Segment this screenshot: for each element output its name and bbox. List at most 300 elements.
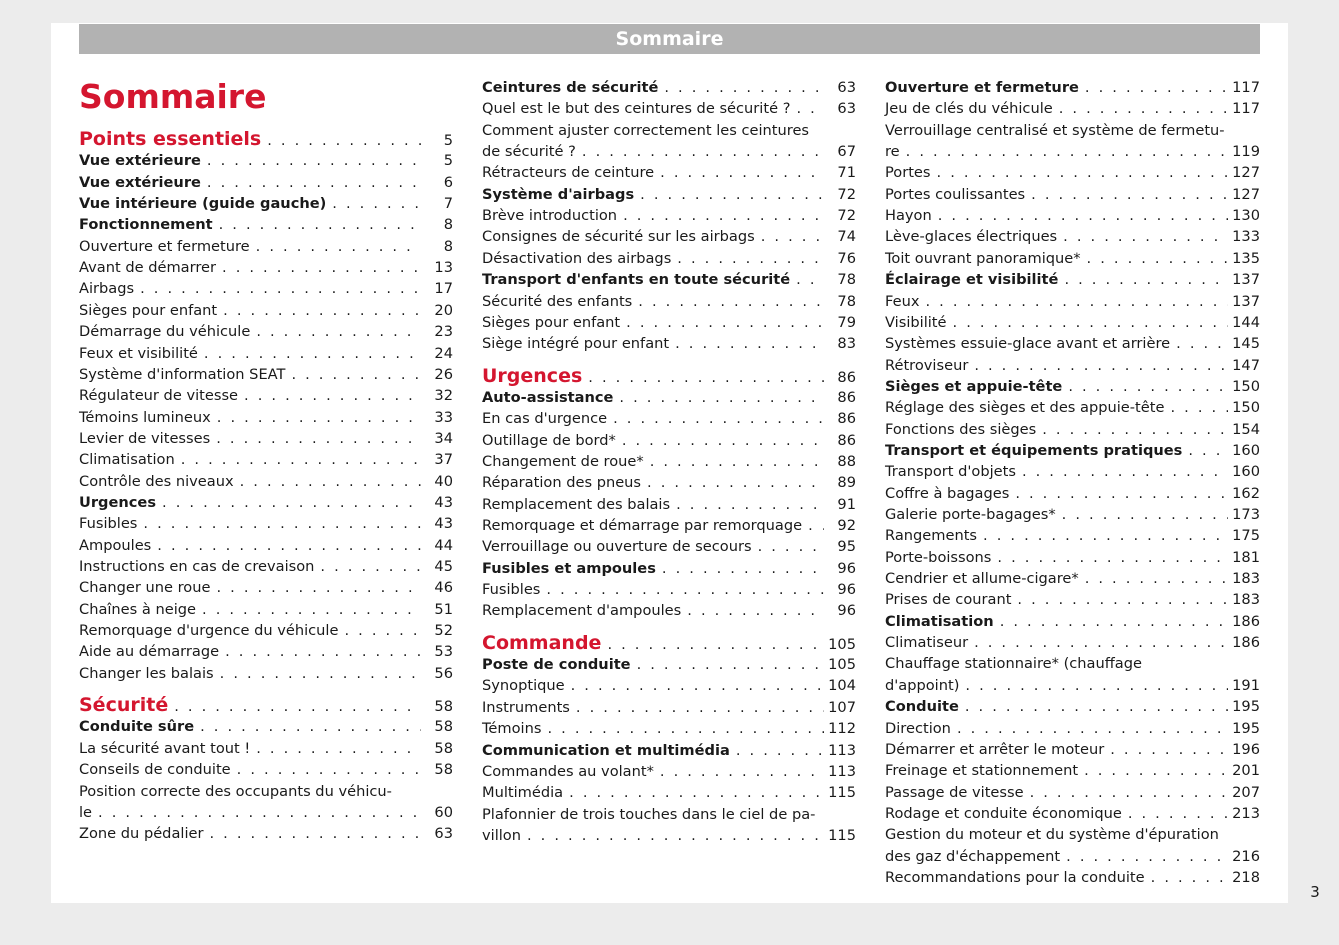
toc-entry-text: Climatiseur — [885, 634, 969, 652]
toc-entry-text: Instructions en cas de crevaison — [79, 558, 315, 575]
toc-entry-text: Feux et visibilité — [79, 344, 198, 362]
toc-entry-text: Quel est le but des ceintures de sécurité ? — [482, 100, 791, 118]
toc-page-number: 86 — [837, 431, 856, 449]
toc-page-number: 92 — [837, 517, 856, 534]
toc-entry[interactable] — [885, 98, 1260, 119]
toc-entry[interactable] — [482, 675, 856, 696]
toc-leader-dots — [576, 697, 824, 718]
toc-entry[interactable] — [482, 98, 856, 119]
toc-page-number: 88 — [837, 452, 856, 470]
toc-entry[interactable] — [79, 823, 453, 844]
toc-page-number: 150 — [1232, 377, 1260, 395]
toc-leader-dots — [344, 620, 421, 641]
toc-page-number: 115 — [828, 784, 856, 802]
toc-entry[interactable] — [885, 504, 1260, 525]
toc-page-number: 86 — [837, 410, 856, 428]
toc-page-number: 71 — [837, 164, 856, 182]
toc-entry[interactable] — [885, 632, 1260, 653]
toc-entry[interactable] — [885, 312, 1260, 333]
toc-entry-text: Multimédia — [482, 784, 564, 802]
toc-page-number: 162 — [1232, 484, 1260, 502]
toc-entry[interactable] — [79, 716, 453, 737]
toc-page-number: 95 — [837, 538, 856, 556]
toc-page-number: 56 — [434, 664, 453, 682]
toc-page-number: 105 — [828, 635, 856, 653]
toc-entry-text: Rangements — [885, 527, 978, 545]
toc-entry[interactable] — [79, 471, 453, 492]
toc-entry[interactable] — [885, 440, 1260, 461]
toc-entry[interactable] — [482, 451, 856, 472]
toc-page-number: 173 — [1232, 506, 1260, 523]
toc-page-number: 181 — [1232, 548, 1260, 566]
toc-entry-text-continued: le — [79, 803, 93, 821]
toc-page-number: 117 — [1232, 79, 1260, 96]
toc-entry-text: Portes coulissantes — [885, 185, 1026, 203]
toc-leader-dots — [546, 579, 824, 600]
toc-entry[interactable] — [79, 492, 453, 513]
toc-entry[interactable] — [885, 824, 1260, 867]
toc-page-number: 183 — [1232, 591, 1260, 609]
toc-entry-text: Consignes de sécurité sur les airbags — [482, 228, 755, 246]
toc-page-number: 137 — [1232, 292, 1260, 310]
toc-entry[interactable] — [885, 611, 1260, 632]
toc-entry-text: Fonctionnement — [79, 216, 213, 234]
toc-entry-text: Réparation des pneus — [482, 474, 642, 492]
toc-entry-text: Ceintures de sécurité — [482, 79, 659, 96]
toc-page-number: 79 — [837, 313, 856, 331]
toc-entry[interactable] — [79, 577, 453, 598]
toc-page-number: 37 — [434, 451, 453, 469]
toc-leader-dots — [216, 577, 421, 598]
toc-entry[interactable] — [885, 653, 1260, 696]
toc-entry-text: Commandes au volant* — [482, 762, 654, 780]
toc-section-heading[interactable] — [482, 633, 856, 655]
toc-page-number: 63 — [837, 79, 856, 96]
toc-leader-dots — [1000, 611, 1228, 632]
toc-entry[interactable] — [482, 761, 856, 782]
toc-entry-text: Urgences — [79, 493, 157, 511]
toc-entry[interactable] — [482, 387, 856, 408]
toc-entry[interactable] — [885, 739, 1260, 760]
toc-entry[interactable] — [79, 407, 453, 428]
toc-entry[interactable] — [885, 589, 1260, 610]
toc-entry-text-continued: de sécurité ? — [482, 143, 576, 161]
toc-entry[interactable] — [482, 600, 856, 621]
toc-leader-dots — [1084, 760, 1228, 781]
toc-leader-dots — [937, 162, 1228, 183]
toc-entry[interactable] — [482, 120, 856, 163]
toc-page-number: 86 — [837, 388, 856, 406]
toc-leader-dots — [983, 525, 1228, 546]
toc-entry[interactable] — [885, 867, 1260, 888]
toc-entry[interactable] — [79, 535, 453, 556]
toc-entry[interactable] — [885, 782, 1260, 803]
toc-leader-dots — [98, 802, 421, 823]
toc-leader-dots — [569, 782, 824, 803]
toc-entry[interactable] — [79, 428, 453, 449]
toc-entry-text: Comment ajuster correctement les ceintures — [482, 121, 810, 139]
toc-leader-dots — [758, 536, 824, 557]
toc-page-number: 107 — [828, 698, 856, 716]
toc-page-number: 34 — [434, 429, 453, 447]
toc-entry[interactable] — [885, 376, 1260, 397]
toc-entry[interactable] — [885, 269, 1260, 290]
toc-section-heading[interactable] — [79, 695, 453, 717]
toc-page-number: 144 — [1232, 313, 1260, 331]
toc-column-left — [79, 129, 453, 929]
toc-leader-dots — [256, 321, 421, 342]
toc-page-number: 201 — [1232, 762, 1260, 780]
toc-entry[interactable] — [885, 205, 1260, 226]
toc-leader-dots — [332, 193, 421, 214]
toc-leader-dots — [974, 355, 1228, 376]
toc-entry[interactable] — [885, 291, 1260, 312]
toc-entry-text: Jeu de clés du véhicule — [885, 100, 1053, 118]
toc-entry[interactable] — [79, 449, 453, 470]
toc-leader-dots — [237, 759, 421, 780]
toc-entry-text: Vue extérieure — [79, 152, 201, 170]
toc-entry-text: Coffre à bagages — [885, 484, 1010, 502]
toc-leader-dots — [650, 451, 824, 472]
toc-entry[interactable] — [885, 248, 1260, 269]
toc-entry[interactable] — [482, 536, 856, 557]
toc-page-number: 104 — [828, 677, 856, 695]
toc-entry[interactable] — [885, 568, 1260, 589]
toc-page-number: 113 — [828, 741, 856, 759]
toc-page-number: 133 — [1232, 228, 1260, 246]
toc-leader-dots — [761, 226, 824, 247]
toc-entry-text: Brève introduction — [482, 207, 618, 225]
toc-entry-text: La sécurité avant tout ! — [79, 739, 251, 757]
toc-entry[interactable] — [79, 641, 453, 662]
toc-page-number: 86 — [837, 368, 856, 386]
toc-leader-dots — [662, 558, 824, 579]
toc-leader-dots — [204, 343, 421, 364]
toc-entry-text: Airbags — [79, 280, 135, 298]
toc-entry-text: Poste de conduite — [482, 656, 631, 674]
toc-leader-dots — [1188, 440, 1228, 461]
toc-page-number: 58 — [434, 761, 453, 779]
toc-page-number: 145 — [1232, 335, 1260, 353]
toc-entry[interactable] — [482, 654, 856, 675]
toc-entry-text: Vue intérieure (guide gauche) — [79, 195, 327, 213]
toc-entry-text: Hayon — [885, 207, 932, 225]
toc-entry[interactable] — [885, 803, 1260, 824]
toc-entry[interactable] — [482, 269, 856, 290]
toc-leader-dots — [808, 515, 824, 536]
toc-leader-dots — [157, 535, 421, 556]
toc-entry-text: Rétracteurs de ceinture — [482, 164, 655, 182]
toc-page-number: 76 — [837, 249, 856, 267]
toc-entry-text: Synoptique — [482, 677, 565, 695]
toc-entry[interactable] — [482, 558, 856, 579]
page-number: 3 — [1310, 883, 1320, 901]
toc-leader-dots — [225, 641, 421, 662]
toc-entry[interactable] — [79, 663, 453, 684]
toc-page-number: 72 — [837, 207, 856, 225]
toc-page-number: 13 — [434, 259, 453, 277]
toc-entry-text: Outillage de bord* — [482, 431, 616, 449]
toc-entry-text: Toit ouvrant panoramique* — [885, 249, 1081, 267]
toc-leader-dots — [687, 600, 824, 621]
toc-entry[interactable] — [482, 718, 856, 739]
toc-entry[interactable] — [482, 697, 856, 718]
toc-entry-text: Urgences — [482, 364, 583, 387]
toc-leader-dots — [140, 278, 421, 299]
toc-entry[interactable] — [885, 483, 1260, 504]
toc-leader-dots — [571, 675, 824, 696]
toc-entry[interactable] — [79, 278, 453, 299]
toc-leader-dots — [202, 599, 421, 620]
toc-page-number: 213 — [1232, 804, 1260, 822]
toc-leader-dots — [906, 141, 1228, 162]
toc-leader-dots — [677, 248, 824, 269]
toc-entry[interactable] — [885, 397, 1260, 418]
toc-entry-text: Réglage des sièges et des appuie-tête — [885, 399, 1165, 417]
toc-entry[interactable] — [482, 77, 856, 98]
toc-leader-dots — [613, 408, 824, 429]
toc-leader-dots — [925, 291, 1228, 312]
toc-entry-text: Auto-assistance — [482, 388, 614, 406]
toc-page-number: 113 — [828, 762, 856, 780]
toc-leader-dots — [1063, 226, 1228, 247]
toc-entry[interactable] — [482, 782, 856, 803]
toc-entry-text: Rodage et conduite économique — [885, 804, 1122, 822]
toc-entry-text: Système d'airbags — [482, 185, 635, 203]
toc-entry-text: Changer une roue — [79, 579, 211, 597]
toc-entry-text: Conduite sûre — [79, 718, 195, 736]
toc-leader-dots — [660, 162, 824, 183]
toc-page-number: 96 — [837, 581, 856, 599]
toc-page-number: 195 — [1232, 698, 1260, 716]
toc-entry-text: Prises de courant — [885, 591, 1012, 609]
toc-entry-text-continued: des gaz d'échappement — [885, 847, 1061, 865]
toc-leader-dots — [1085, 568, 1228, 589]
toc-page-number: 44 — [434, 536, 453, 554]
toc-entry[interactable] — [482, 740, 856, 761]
toc-entry[interactable] — [79, 321, 453, 342]
toc-entry[interactable] — [482, 226, 856, 247]
toc-entry[interactable] — [885, 184, 1260, 205]
toc-leader-dots — [1017, 589, 1228, 610]
toc-entry[interactable] — [885, 162, 1260, 183]
toc-entry-text: Ouverture et fermeture — [885, 79, 1079, 96]
toc-entry[interactable] — [79, 364, 453, 385]
toc-leader-dots — [626, 312, 824, 333]
toc-leader-dots — [207, 172, 421, 193]
toc-leader-dots — [974, 632, 1228, 653]
toc-entry-text: Sécurité — [79, 694, 169, 717]
toc-entry[interactable] — [79, 343, 453, 364]
toc-entry[interactable] — [79, 599, 453, 620]
toc-entry[interactable] — [482, 472, 856, 493]
toc-leader-dots — [1059, 98, 1228, 119]
toc-leader-dots — [638, 291, 824, 312]
toc-entry[interactable] — [79, 556, 453, 577]
toc-entry[interactable] — [482, 494, 856, 515]
toc-entry[interactable] — [885, 226, 1260, 247]
toc-leader-dots — [1042, 419, 1228, 440]
toc-leader-dots — [623, 205, 824, 226]
toc-entry[interactable] — [885, 696, 1260, 717]
toc-page-number: 51 — [434, 600, 453, 618]
toc-entry-text: Sièges et appuie-tête — [885, 377, 1063, 395]
toc-page-number: 23 — [434, 323, 453, 341]
toc-entry[interactable] — [79, 214, 453, 235]
toc-leader-dots — [1170, 397, 1228, 418]
toc-leader-dots — [547, 718, 824, 739]
toc-entry[interactable] — [482, 408, 856, 429]
toc-entry[interactable] — [885, 547, 1260, 568]
toc-entry[interactable] — [79, 300, 453, 321]
toc-page-number: 8 — [443, 237, 453, 255]
toc-entry[interactable] — [79, 236, 453, 257]
toc-entry[interactable] — [79, 781, 453, 824]
toc-entry[interactable] — [482, 430, 856, 451]
toc-section-heading[interactable] — [482, 366, 856, 388]
toc-entry[interactable] — [885, 419, 1260, 440]
toc-page-number: 91 — [837, 495, 856, 513]
toc-leader-dots — [240, 471, 421, 492]
toc-entry[interactable] — [79, 738, 453, 759]
toc-entry-text: Régulateur de vitesse — [79, 387, 239, 405]
toc-entry[interactable] — [79, 257, 453, 278]
toc-entry-text: Remplacement d'ampoules — [482, 602, 682, 620]
toc-leader-dots — [736, 740, 824, 761]
toc-page-number: 137 — [1232, 271, 1260, 289]
toc-leader-dots — [582, 141, 824, 162]
toc-entry[interactable] — [885, 461, 1260, 482]
toc-entry-text: Conduite — [885, 698, 959, 716]
toc-entry-text: Rétroviseur — [885, 356, 969, 374]
toc-page-number: 5 — [443, 152, 453, 170]
toc-entry-text: Chauffage stationnaire* (chauffage — [885, 655, 1142, 673]
toc-entry-text: Transport d'objets — [885, 463, 1016, 481]
toc-page-number: 74 — [837, 228, 856, 246]
toc-page-number: 96 — [837, 559, 856, 577]
toc-leader-dots — [256, 738, 421, 759]
toc-entry[interactable] — [79, 759, 453, 780]
toc-entry[interactable] — [482, 291, 856, 312]
toc-entry-text: Climatisation — [885, 612, 994, 630]
toc-page-number: 216 — [1232, 847, 1260, 865]
toc-page-number: 43 — [434, 515, 453, 533]
toc-entry[interactable] — [79, 150, 453, 171]
toc-entry-text: Siège intégré pour enfant — [482, 335, 670, 353]
toc-entry-text: Porte-boissons — [885, 548, 992, 566]
toc-page-number: 105 — [828, 656, 856, 674]
toc-entry-text: Gestion du moteur et du système d'épuration — [885, 826, 1219, 844]
toc-entry[interactable] — [79, 172, 453, 193]
toc-entry-text-continued: d'appoint) — [885, 676, 960, 694]
toc-entry[interactable] — [482, 205, 856, 226]
toc-leader-dots — [1066, 846, 1228, 867]
toc-leader-dots — [200, 716, 421, 737]
toc-entry[interactable] — [885, 760, 1260, 781]
toc-entry[interactable] — [482, 248, 856, 269]
toc-entry-text-continued: villon — [482, 826, 521, 844]
toc-leader-dots — [640, 184, 824, 205]
toc-leader-dots — [181, 449, 421, 470]
toc-entry-text: Sièges pour enfant — [482, 313, 621, 331]
toc-entry-text: Chaînes à neige — [79, 600, 197, 618]
toc-leader-dots — [1128, 803, 1228, 824]
toc-entry-text: Témoins lumineux — [79, 408, 211, 426]
toc-page-number: 89 — [837, 474, 856, 492]
toc-entry-text: Sièges pour enfant — [79, 301, 218, 319]
toc-page-number: 78 — [837, 292, 856, 310]
toc-leader-dots — [938, 205, 1228, 226]
toc-section-heading[interactable] — [79, 129, 453, 151]
toc-entry-text: Cendrier et allume-cigare* — [885, 570, 1079, 588]
toc-leader-dots — [660, 761, 824, 782]
toc-entry[interactable] — [885, 333, 1260, 354]
toc-entry-text: Passage de vitesse — [885, 783, 1024, 801]
toc-entry[interactable] — [482, 162, 856, 183]
toc-page-number: 150 — [1232, 399, 1260, 417]
toc-entry-text: Contrôle des niveaux — [79, 472, 234, 490]
toc-leader-dots — [957, 718, 1228, 739]
toc-leader-dots — [796, 98, 824, 119]
toc-entry-text: Recommandations pour la conduite — [885, 868, 1145, 886]
toc-page-number: 160 — [1232, 463, 1260, 481]
toc-column-middle — [482, 77, 856, 877]
toc-page-number: 46 — [434, 579, 453, 597]
toc-entry-text: Communication et multimédia — [482, 741, 730, 759]
toc-page-number: 58 — [434, 718, 453, 736]
toc-entry-text: Fusibles — [482, 581, 541, 599]
toc-entry[interactable] — [482, 515, 856, 536]
toc-entry[interactable] — [79, 193, 453, 214]
toc-entry-text: Changer les balais — [79, 664, 214, 682]
toc-entry[interactable] — [482, 579, 856, 600]
toc-page-number: 135 — [1232, 249, 1260, 267]
toc-entry-text: Points essentiels — [79, 128, 262, 150]
toc-entry-text: Fusibles et ampoules — [482, 559, 656, 577]
toc-entry[interactable] — [885, 355, 1260, 376]
toc-entry-text: Portes — [885, 164, 931, 182]
toc-leader-dots — [953, 312, 1228, 333]
toc-entry-text: Vue extérieure — [79, 173, 201, 191]
toc-entry[interactable] — [482, 312, 856, 333]
toc-entry[interactable] — [482, 184, 856, 205]
toc-entry[interactable] — [885, 718, 1260, 739]
toc-entry[interactable] — [482, 804, 856, 847]
toc-page-number: 63 — [434, 825, 453, 843]
toc-entry[interactable] — [79, 513, 453, 534]
toc-leader-dots — [244, 385, 421, 406]
toc-entry-text: Galerie porte-bagages* — [885, 506, 1056, 523]
toc-leader-dots — [675, 333, 824, 354]
toc-entry[interactable] — [885, 525, 1260, 546]
toc-entry[interactable] — [885, 120, 1260, 163]
toc-entry[interactable] — [79, 385, 453, 406]
toc-entry[interactable] — [482, 333, 856, 354]
toc-page-number: 52 — [434, 622, 453, 640]
toc-entry-text: En cas d'urgence — [482, 410, 608, 428]
toc-leader-dots — [1176, 333, 1228, 354]
toc-entry-text: Témoins — [482, 720, 542, 738]
toc-entry-text: Fonctions des sièges — [885, 420, 1037, 438]
toc-column-right — [885, 77, 1260, 886]
toc-entry[interactable] — [885, 77, 1260, 98]
toc-leader-dots — [647, 472, 824, 493]
toc-entry-text: Remplacement des balais — [482, 495, 671, 513]
toc-page-number: 195 — [1232, 719, 1260, 737]
toc-entry[interactable] — [79, 620, 453, 641]
toc-leader-dots — [267, 130, 421, 151]
toc-leader-dots — [223, 300, 421, 321]
